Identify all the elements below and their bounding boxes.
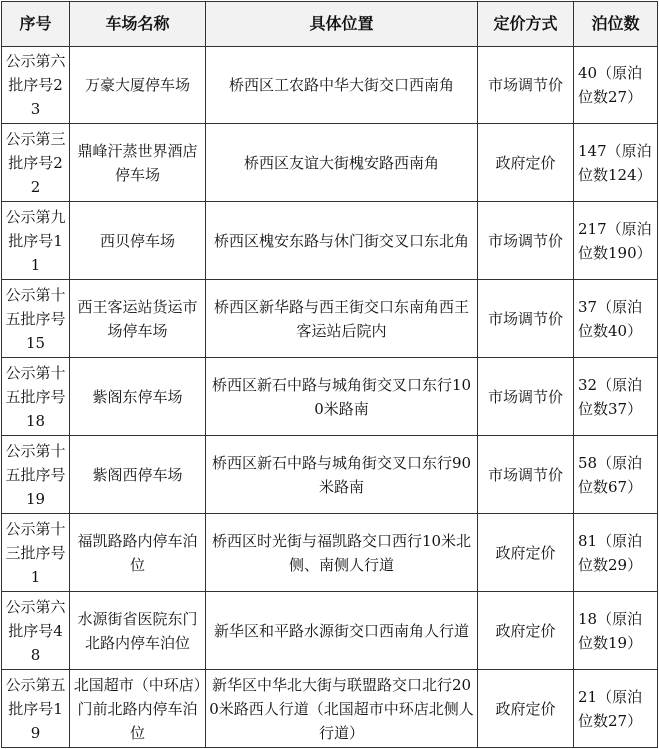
cell-name: 紫阁西停车场 (70, 436, 206, 514)
cell-seq: 公示第十三批序号1 (2, 514, 70, 592)
cell-seq: 公示第五批序号19 (2, 670, 70, 748)
cell-name: 福凯路路内停车泊位 (70, 514, 206, 592)
cell-seq: 公示第十五批序号19 (2, 436, 70, 514)
cell-spaces: 147（原泊位数124） (574, 124, 658, 202)
cell-spaces: 81（原泊位数29） (574, 514, 658, 592)
cell-seq: 公示第十五批序号18 (2, 358, 70, 436)
cell-name: 万豪大厦停车场 (70, 47, 206, 124)
table-row (2, 436, 658, 514)
cell-location: 桥西区友谊大街槐安路西南角 (206, 124, 478, 202)
header-location: 具体位置 (206, 2, 478, 47)
table-row (2, 202, 658, 280)
cell-name: 鼎峰汗蒸世界酒店停车场 (70, 124, 206, 202)
cell-pricing: 政府定价 (478, 592, 574, 670)
cell-spaces: 32（原泊位数37） (574, 358, 658, 436)
cell-location: 桥西区槐安东路与休门街交叉口东北角 (206, 202, 478, 280)
cell-pricing: 政府定价 (478, 670, 574, 748)
cell-name: 水源街省医院东门北路内停车泊位 (70, 592, 206, 670)
cell-pricing: 市场调节价 (478, 202, 574, 280)
table-row (2, 592, 658, 670)
cell-location: 桥西区新石中路与城角街交叉口东行90米路南 (206, 436, 478, 514)
table-row (2, 280, 658, 358)
cell-spaces: 18（原泊位数19） (574, 592, 658, 670)
header-pricing: 定价方式 (478, 2, 574, 47)
cell-pricing: 政府定价 (478, 514, 574, 592)
cell-spaces: 21（原泊位数27） (574, 670, 658, 748)
cell-name: 西王客运站货运市场停车场 (70, 280, 206, 358)
cell-name: 西贝停车场 (70, 202, 206, 280)
cell-pricing: 市场调节价 (478, 436, 574, 514)
header-spaces: 泊位数 (574, 2, 658, 47)
cell-spaces: 37（原泊位数40） (574, 280, 658, 358)
cell-name: 紫阁东停车场 (70, 358, 206, 436)
cell-seq: 公示第三批序号22 (2, 124, 70, 202)
cell-spaces: 217（原泊位数190） (574, 202, 658, 280)
cell-spaces: 58（原泊位数67） (574, 436, 658, 514)
cell-location: 桥西区工农路中华大街交口西南角 (206, 47, 478, 124)
cell-pricing: 政府定价 (478, 124, 574, 202)
cell-name: 北国超市（中环店）门前北路内停车泊位 (70, 670, 206, 748)
header-seq: 序号 (2, 2, 70, 47)
table-row (2, 358, 658, 436)
table-row (2, 47, 658, 124)
parking-table (1, 1, 658, 748)
cell-spaces: 40（原泊位数27） (574, 47, 658, 124)
cell-location: 桥西区新石中路与城角街交叉口东行100米路南 (206, 358, 478, 436)
cell-location: 新华区中华北大街与联盟路交口北行200米路西人行道（北国超市中环店北侧人行道） (206, 670, 478, 748)
cell-seq: 公示第六批序号23 (2, 47, 70, 124)
cell-pricing: 市场调节价 (478, 358, 574, 436)
cell-seq: 公示第十五批序号15 (2, 280, 70, 358)
table-row (2, 670, 658, 748)
cell-location: 新华区和平路水源街交口西南角人行道 (206, 592, 478, 670)
table-row (2, 514, 658, 592)
cell-location: 桥西区时光街与福凯路交口西行10米北侧、南侧人行道 (206, 514, 478, 592)
header-name: 车场名称 (70, 2, 206, 47)
header-row (2, 2, 658, 47)
cell-seq: 公示第九批序号11 (2, 202, 70, 280)
table-row (2, 124, 658, 202)
cell-pricing: 市场调节价 (478, 47, 574, 124)
cell-location: 桥西区新华路与西王街交口东南角西王客运站后院内 (206, 280, 478, 358)
cell-pricing: 市场调节价 (478, 280, 574, 358)
cell-seq: 公示第六批序号48 (2, 592, 70, 670)
